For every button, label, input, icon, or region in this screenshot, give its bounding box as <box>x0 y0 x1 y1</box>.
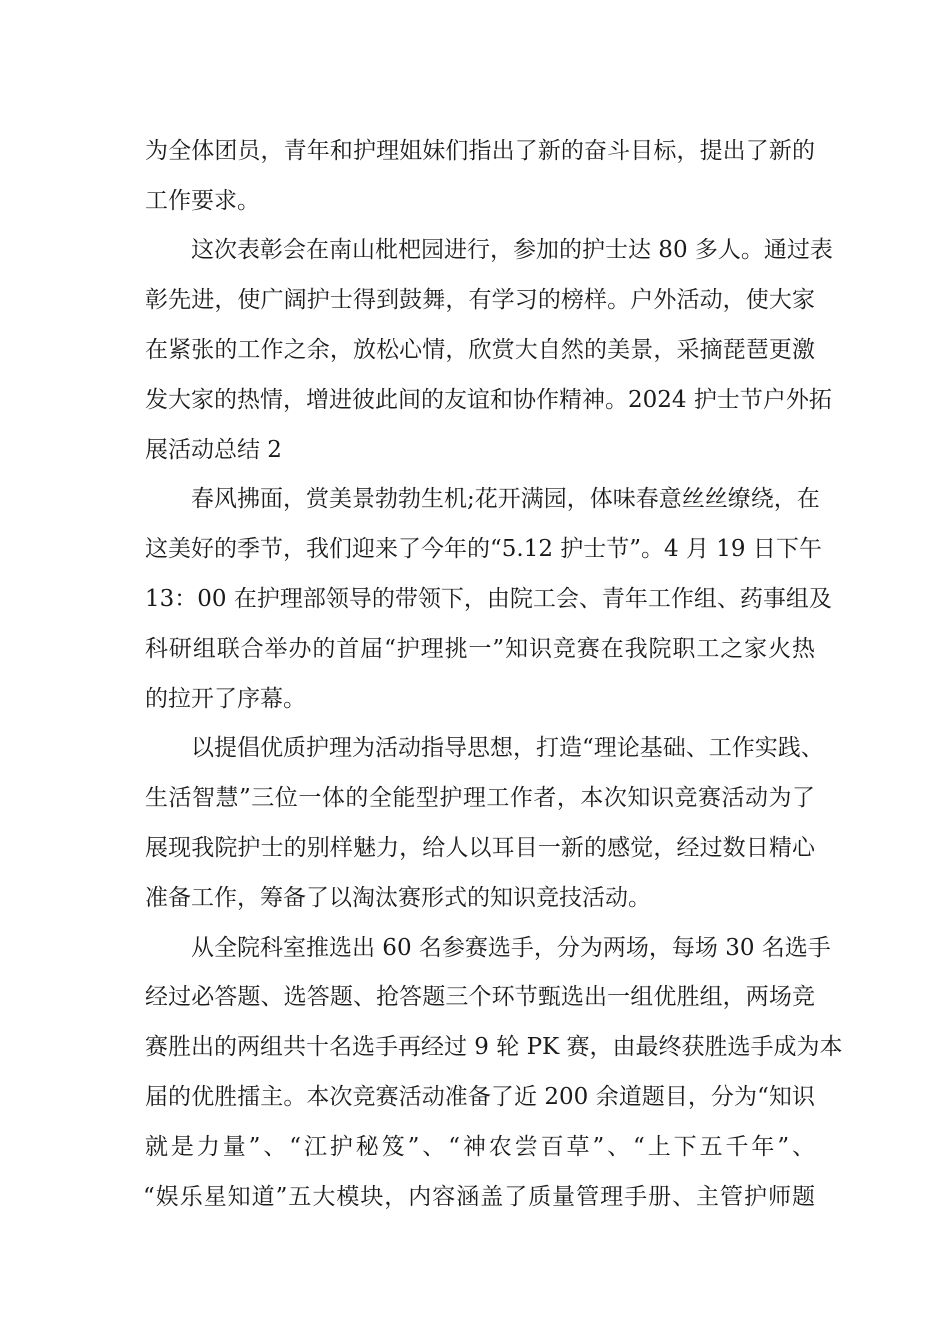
text-line: “娱乐星知道”五大模块，内容涵盖了质量管理手册、主管护师题 <box>143 1184 815 1210</box>
text-line: 春风拂面，赏美景勃勃生机;花开满园，体味春意丝丝缭绕，在 <box>191 486 820 512</box>
text-line: 彰先进，使广阔护士得到鼓舞，有学习的榜样。户外活动，使大家 <box>145 287 815 313</box>
text-line: 13：00 在护理部领导的带领下，由院工会、青年工作组、药事组及 <box>145 586 832 612</box>
text-line: 这美好的季节，我们迎来了今年的“5.12 护士节”。4 月 19 日下午 <box>145 536 822 562</box>
text-line: 发大家的热情，增进彼此间的友谊和协作精神。2024 护士节户外拓 <box>145 387 832 413</box>
text-line: 工作要求。 <box>145 188 260 214</box>
text-line: 这次表彰会在南山枇杷园进行，参加的护士达 80 多人。通过表 <box>191 237 833 263</box>
text-line: 就是力量”、“江护秘笈”、“神农尝百草”、“上下五千年”、 <box>145 1134 815 1160</box>
text-line: 为全体团员，青年和护理姐妹们指出了新的奋斗目标，提出了新的 <box>145 138 815 164</box>
text-line: 届的优胜擂主。本次竞赛活动准备了近 200 余道题目，分为“知识 <box>145 1084 815 1110</box>
text-line: 准备工作，筹备了以淘汰赛形式的知识竞技活动。 <box>145 885 651 911</box>
text-line: 的拉开了序幕。 <box>145 686 306 712</box>
text-line: 在紧张的工作之余，放松心情，欣赏大自然的美景，采摘琵琶更激 <box>145 337 815 363</box>
text-line: 以提倡优质护理为活动指导思想，打造“理论基础、工作实践、 <box>191 735 824 761</box>
text-line: 从全院科室推选出 60 名参赛选手，分为两场，每场 30 名选手 <box>191 935 831 961</box>
text-line: 科研组联合举办的首届“护理挑一”知识竞赛在我院职工之家火热 <box>145 636 815 662</box>
text-line: 经过必答题、选答题、抢答题三个环节甄选出一组优胜组，两场竞 <box>145 984 815 1010</box>
text-line: 展活动总结 2 <box>145 437 282 463</box>
text-line: 展现我院护士的别样魅力，给人以耳目一新的感觉，经过数日精心 <box>145 835 815 861</box>
text-line: 生活智慧”三位一体的全能型护理工作者，本次知识竞赛活动为了 <box>145 785 815 811</box>
text-line: 赛胜出的两组共十名选手再经过 9 轮 PK 赛，由最终获胜选手成为本 <box>145 1034 843 1060</box>
